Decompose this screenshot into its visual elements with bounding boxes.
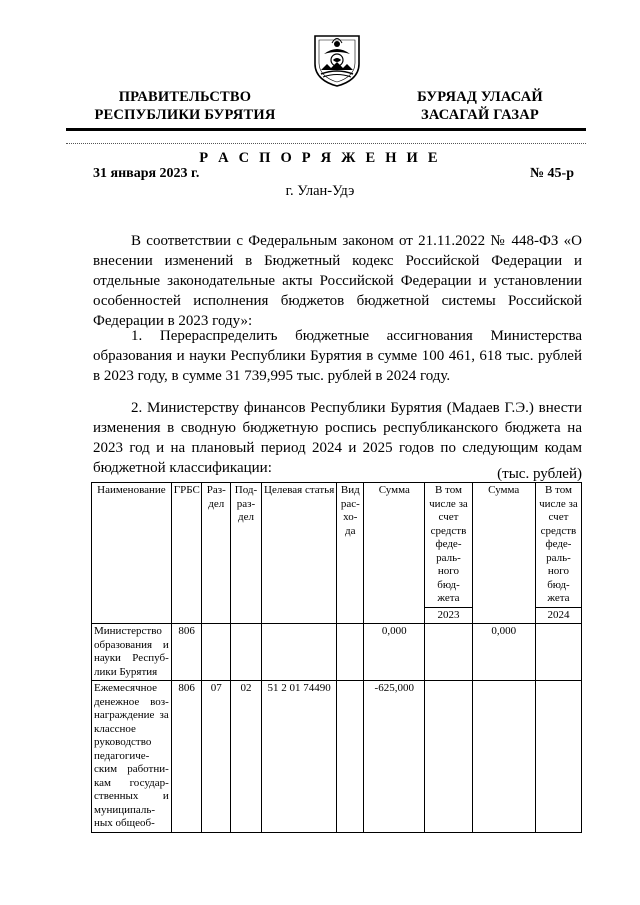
header-dotted-rule (66, 143, 586, 144)
cell-fed-2023 (425, 624, 472, 681)
col-header-celevaya: Целевая статья (261, 483, 337, 624)
cell-celevaya: 51 2 01 74490 (261, 681, 337, 833)
org-right-line2: ЗАСАГАЙ ГАЗАР (421, 107, 539, 123)
clause-2-paragraph: 2. Министерству финансов Республики Бурятия (Мадаев Г.Э.) внести изменения в сводную бюджетную роспись республиканского бюджета на 2023 год и на плановый период 2024 и 2025 годов по следующим кодам бюджетной классификации: (93, 400, 582, 476)
cell-summa-2024: 0,000 (472, 624, 535, 681)
cell-razdel: 07 (202, 681, 231, 833)
year-2024-label: 2024 (535, 607, 581, 624)
government-name-russian (80, 88, 290, 124)
document-date: 31 января 2023 г. (93, 166, 200, 181)
cell-vid (337, 624, 364, 681)
cell-podrazdel: 02 (231, 681, 262, 833)
cell-grbs: 806 (171, 624, 202, 681)
document-city: г. Улан-Удэ (285, 183, 355, 199)
document-number: № 45-р (529, 166, 574, 181)
cell-fed-2023 (425, 681, 472, 833)
org-right-line1: БУРЯАД УЛАСАЙ (417, 89, 543, 105)
cell-summa-2023: -625,000 (364, 681, 425, 833)
cell-vid (337, 681, 364, 833)
clause-1-paragraph: 1. Перераспределить бюджетные ассигнования Министерства образования и науки Республики Бурятия в сумме 100 461, 618 тыс. рублей в 2023 году, в сумме 31 739,995 тыс. рублей в 2024 году. (93, 328, 582, 384)
cell-summa-2023: 0,000 (364, 624, 425, 681)
table-row (92, 624, 582, 681)
preamble-paragraph: В соответствии с Федеральным законом от 21.11.2022 № 448-ФЗ «О внесении изменений в Бюджетный кодекс Российской Федерации и отдельные законодательные акты Российской Федерации и установлении особенностей исполнения бюджетов бюджетной системы Российской Федерации в 2023 году»: (93, 233, 582, 329)
col-header-razdel: Раз-дел (202, 483, 231, 624)
cell-celevaya (261, 624, 337, 681)
col-header-summa-2024: Сумма (472, 483, 535, 624)
org-left-line2: РЕСПУБЛИКИ БУРЯТИЯ (94, 107, 276, 123)
budget-classification-table (91, 482, 582, 833)
cell-name: Ежемесячное денежное воз-награждение за классное руководство педагогиче-ским работни-кам государ-ственных и муниципаль-ных общеоб- (92, 681, 172, 833)
org-left-line1: ПРАВИТЕЛЬСТВО (118, 89, 252, 105)
document-type-title: Р А С П О Р Я Ж Е Н И Е (199, 150, 441, 166)
header-thick-rule (66, 128, 586, 131)
cell-summa-2024 (472, 681, 535, 833)
government-name-buryat (405, 88, 555, 124)
cell-fed-2024 (535, 624, 581, 681)
year-2023-label: 2023 (425, 607, 472, 624)
col-header-vid: Вид рас-хо-да (337, 483, 364, 624)
table-header-row (92, 483, 582, 608)
col-header-grbs: ГРБС (171, 483, 202, 624)
cell-razdel (202, 624, 231, 681)
table-units-label: (тыс. рублей) (497, 466, 582, 482)
col-header-podrazdel: Под-раз-дел (231, 483, 262, 624)
cell-podrazdel (231, 624, 262, 681)
cell-fed-2024 (535, 681, 581, 833)
coat-of-arms-emblem (309, 30, 365, 88)
col-header-summa-2023: Сумма (364, 483, 425, 624)
col-header-fed-2023: В том числе за счет средств феде-раль-ного бюд-жета (425, 483, 472, 608)
col-header-fed-2024: В том числе за счет средств феде-раль-ного бюд-жета (535, 483, 581, 608)
table-row (92, 681, 582, 833)
col-header-name: Наименование (92, 483, 172, 624)
cell-name: Министерство образования и науки Респуб-лики Бурятия (92, 624, 172, 681)
cell-grbs: 806 (171, 681, 202, 833)
